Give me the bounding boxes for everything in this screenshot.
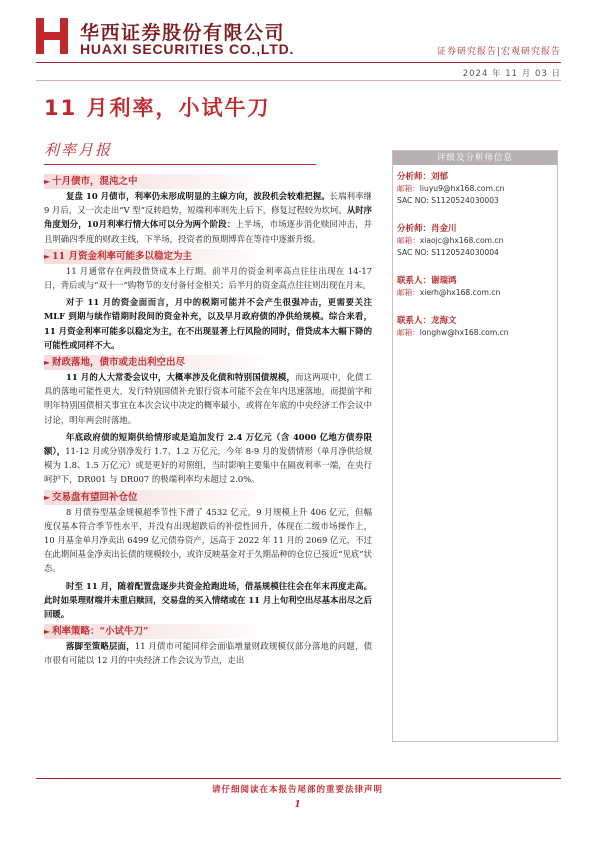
company-logo [36, 18, 68, 54]
analyst-card [397, 171, 557, 207]
contact-name: 联系人：龙海文 [397, 316, 457, 326]
footer-divider [36, 778, 561, 779]
analyst-card [397, 223, 557, 259]
section-heading: ► 十月债市，混沌之中 [44, 174, 372, 189]
paragraph: 落脚至策略层面，11 月债市可能同样会面临增量财政规模仅部分落地的问题，债市很有可能以 12 月的中央经济工作会议为节点，走出 [44, 641, 373, 666]
arrow-icon: ► [44, 491, 51, 502]
arrow-icon: ► [44, 357, 51, 368]
contact-card [397, 275, 557, 299]
paragraph: 复盘 10 月债市，利率仍未形成明显的主線方向，波段机会较难把握。长端利率继 9 月后，又一次走出“V 型”反转趋势，短端利率则先上后下，修复过程较为坎坷。从时序角度划分，10月利率行情大体可以分为两个阶段：上半场，市场逐步消化赎回冲击，并且明确四季度的财政主线，下半场，投资者的预期博弈在等待中逐渐升级。 [44, 191, 373, 244]
analyst-info-panel [392, 150, 558, 742]
analyst-sac: SAC NO: S1120524030004 [397, 248, 499, 257]
legal-notice: 请仔细阅读在本报告尾部的重要法律声明 [211, 785, 383, 795]
arrow-icon: ► [44, 626, 51, 637]
company-name-cn: 华西证券股份有限公司 [80, 22, 286, 44]
panel-title: 评级及分析师信息 [393, 151, 557, 165]
contact-email-row: 邮箱：longhw@hx168.com.cn [397, 328, 509, 337]
analyst-email[interactable]: xiaojc@hx168.com.cn [419, 236, 504, 245]
paragraph: 8 月债券型基金规模超季节性下滑了 4532 亿元，9 月规模上升 406 亿元，但幅度仅基本符合季节性水平，并没有出现超跌后的补偿性回升，体现在二级市场操作上，10 月基金单月净卖出 6499 亿元债券资产，远高于 2022 年 11 月的 2069 亿元，不过在此期间基金净卖出长债的规模较小，或许反映基金对于久期品种的仓位已接近“见底”状态。 [44, 506, 372, 574]
contact-name: 联系人：谢瑞鸿 [397, 276, 457, 286]
header-divider [36, 62, 561, 63]
contact-email[interactable]: xierh@hx168.com.cn [419, 288, 501, 297]
paragraph: 年底政府债的短期供给情形或是追加发行 2.4 万亿元（含 4000 亿地方债券限额），11-12 月或分别净发行 1.7、1.2 万亿元，今年 8-9 月的发债情形（单月净供给规模为 1.8、1.5 万亿元）或是更好的对照组，当时影响主要集中在隔夜利率一端，在央行呵护下，DR001 与 DR007 的极端利率均未超过 2.0%。 [44, 431, 372, 485]
section-heading: ► 财政落地，债市或走出利空出尽 [44, 355, 372, 370]
contact-card [397, 315, 557, 339]
date-divider [36, 80, 561, 81]
section-heading: ► 交易盘有望回补仓位 [44, 490, 372, 505]
paragraph: 时至 11 月，随着配置盘逐步共资金抢跑进场，借基规模往往会在年末再度走高。此时如果理财端并未重启赎回，交易盘的买入情绪或在 11 月上旬利空出尽基本出尽之后回暖。 [44, 580, 372, 620]
analyst-email[interactable]: liuyu9@hx168.com.cn [419, 184, 505, 193]
page-number: 1 [294, 800, 301, 810]
report-title: 11 月利率，小试牛刀 [44, 96, 271, 120]
section-heading: ► 利率策略：“小试牛刀” [44, 624, 372, 639]
paragraph: 11 月的人大常委会议中，大概率涉及化债和特别国债规模，而这两项中，化债工具的落地可能性更大，发行特别国债补充银行资本可能不会在年内迅速落地，而提前字和明年特别国债相关事宜在本次会议中决定的概率最小，或将在年底的中央经济工作会议中讨论，明年两会时落地。 [44, 372, 372, 425]
paragraph: 对于 11 月的资金面而言，月中的税期可能并不会产生很强冲击，更需要关注 MLF 到期与续作错期时段间的资金补充，以及早月政府债的净供给规模。综合来看，11 月资金利率可能多以稳定为主，在不出现显著上行风险的同时，借贷成本大幅下降的可能性或同样不大。 [44, 297, 372, 350]
contact-email-row: 邮箱：xierh@hx168.com.cn [397, 288, 501, 297]
analyst-email-row: 邮箱：liuyu9@hx168.com.cn [397, 184, 505, 193]
analyst-name: 分析师：肖金川 [397, 224, 457, 234]
contact-email[interactable]: longhw@hx168.com.cn [419, 328, 509, 337]
report-date: 2024 年 11 月 03 日 [462, 69, 561, 79]
body-column [44, 173, 372, 671]
report-subtitle: 利率月报 [44, 141, 113, 159]
section-heading: ► 11 月资金利率可能多以稳定为主 [44, 249, 372, 264]
arrow-icon: ► [44, 250, 51, 261]
analyst-name: 分析师：刘郁 [397, 172, 449, 182]
arrow-icon: ► [44, 176, 51, 186]
subtitle-divider [44, 164, 316, 165]
analyst-sac: SAC NO: S1120524030003 [397, 196, 499, 205]
paragraph: 11 月通常存在两段借贷成本上行期。前半月的资金利率高点往往出现在 14-17 日，背后或与“双十一”购物节的支付备付金相关；后半月的资金高点往往则出现在月末。 [44, 265, 372, 291]
report-type: 证券研究报告|宏观研究报告 [436, 47, 561, 57]
company-name-en: HUAXI SECURITIES CO.,LTD. [80, 41, 295, 57]
analyst-email-row: 邮箱：xiaojc@hx168.com.cn [397, 236, 504, 245]
